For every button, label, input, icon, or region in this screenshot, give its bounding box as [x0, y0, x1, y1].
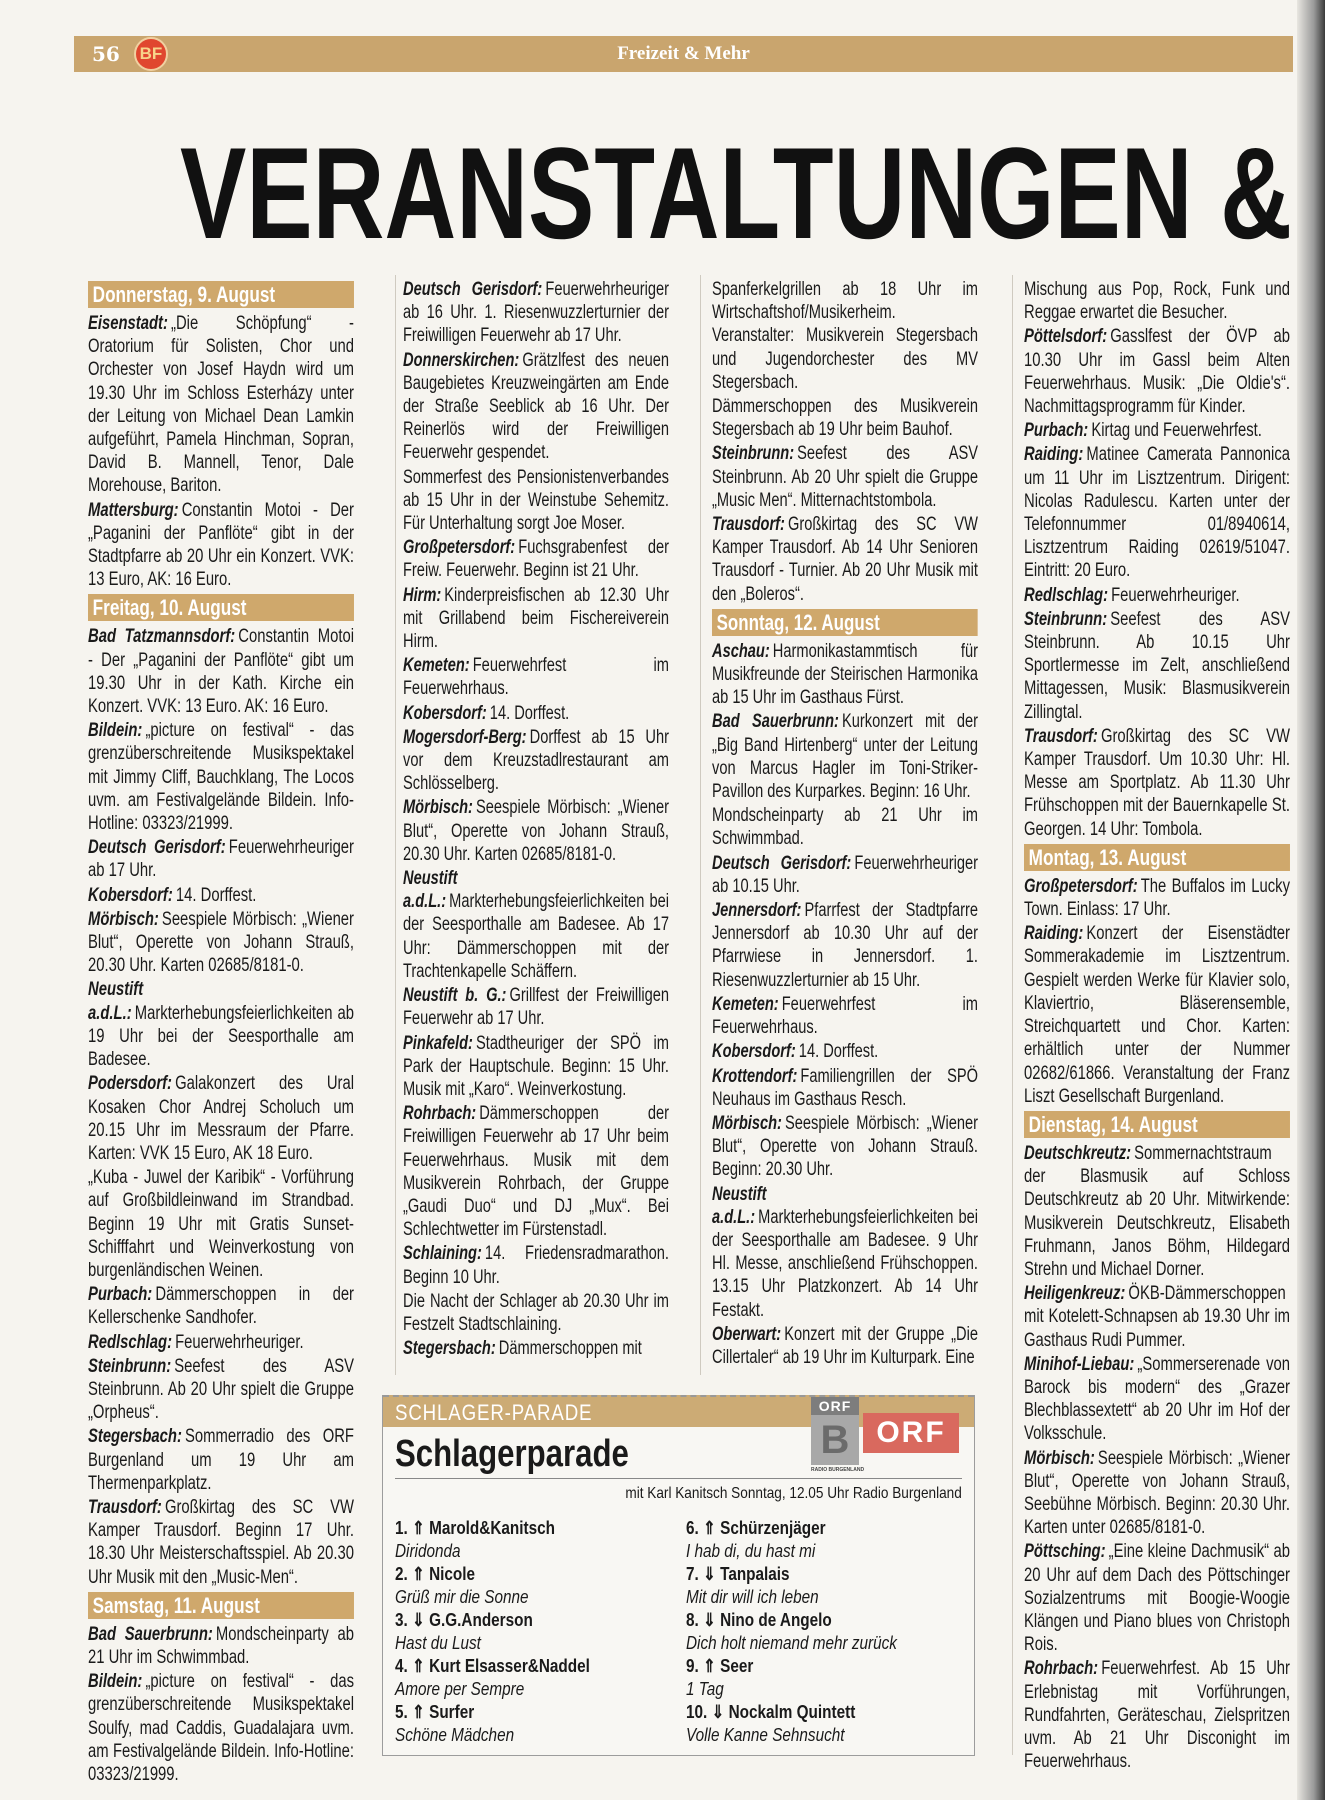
day-header: Donnerstag, 9. August: [88, 281, 354, 308]
bf-logo: BF: [134, 37, 168, 71]
event-location: Großpetersdorf:: [1024, 875, 1138, 897]
day-header: Freitag, 10. August: [88, 594, 354, 621]
event-description: Feuerwehrfest im Feuerwehrhaus.: [403, 655, 669, 700]
event-description: Stadtheuriger der SPÖ im Park der Hauptschule. Beginn: 15 Uhr. Musik mit „Karo“. Weinverkostung.: [403, 1032, 669, 1100]
section-header-bar: [74, 36, 1293, 72]
event-description: Dämmerschoppen mit: [498, 1338, 642, 1360]
chart-song: Schöne Mädchen: [395, 1725, 515, 1745]
chart-song: Diridonda: [395, 1541, 461, 1561]
chart-rank: 7.: [686, 1564, 699, 1584]
event-entry: [1024, 875, 1290, 921]
chart-entry-artist: [686, 1655, 924, 1678]
event-location: Bildein:: [88, 720, 143, 742]
chart-song: Amore per Sempre: [395, 1679, 525, 1699]
page-number: 56: [92, 42, 120, 66]
event-location: Purbach:: [1024, 420, 1089, 442]
events-column-2: [403, 278, 669, 1361]
chart-rank: 9.: [686, 1656, 699, 1676]
event-location: Mattersburg:: [88, 499, 179, 521]
chart-artist: Seer: [720, 1656, 754, 1676]
event-location: Kobersdorf:: [712, 1041, 796, 1063]
trend-arrow-icon: ⇑: [703, 1518, 716, 1538]
event-description: 14. Dorffest.: [798, 1041, 879, 1063]
event-location: Redlschlag:: [88, 1331, 173, 1353]
event-location: Deutschkreutz:: [1024, 1142, 1132, 1164]
event-entry: [712, 513, 978, 606]
event-location: Redlschlag:: [1024, 584, 1109, 606]
event-location: Stegersbach:: [88, 1426, 182, 1448]
event-description: Spanferkelgrillen ab 18 Uhr im Wirtschaftshof/Musikerheim. Veranstalter: Musikverein Stegersbach und Jugendorchester des MV Stegersbach.: [712, 279, 978, 393]
chart-rank: 6.: [686, 1518, 699, 1538]
event-entry: [403, 1242, 669, 1288]
event-entry: [88, 625, 354, 718]
chart-rank: 8.: [686, 1610, 699, 1630]
day-header: Samstag, 11. August: [88, 1592, 354, 1619]
event-description: Feuerwehrheuriger ab 17 Uhr.: [88, 837, 354, 882]
event-location: Mörbisch:: [403, 797, 473, 819]
trend-arrow-icon: ⇓: [711, 1702, 725, 1722]
event-location: Bildein:: [88, 1671, 143, 1693]
chart-artist: Nino de Angelo: [720, 1610, 832, 1630]
event-description: Dämmerschoppen des Musikverein Stegersbach ab 19 Uhr beim Bauhof.: [712, 396, 978, 441]
chart-artist: Kurt Elsasser&Naddel: [429, 1656, 590, 1676]
event-description: „Sommerserenade von Barock bis modern“ des „Grazer Blechblassextett“ ab 20 Uhr im Hof der Volksschule.: [1024, 1353, 1290, 1445]
day-header: Dienstag, 14. August: [1024, 1111, 1290, 1138]
event-entry: [88, 1670, 354, 1786]
event-description: Großkirtag des SC VW Kamper Trausdorf. Um 10.30 Uhr: Hl. Messe am Sportplatz. Ab 11.30 Uhr Frühschoppen mit der Bauernkapelle St. Georgen. 14 Uhr: Tombola.: [1024, 725, 1290, 840]
event-description: Feuerwehrheuriger.: [175, 1331, 304, 1353]
event-description: The Buffalos im Lucky Town. Einlass: 17 Uhr.: [1024, 875, 1290, 921]
event-entry: [88, 1072, 354, 1165]
column-divider: [395, 275, 396, 1375]
chart-rank: 5.: [395, 1702, 408, 1722]
headline-text: VERANSTALTUNGEN &: [180, 140, 1292, 250]
event-description: Seespiele Mörbisch: „Wiener Blut“, Operette von Johann Strauß, 20.30 Uhr. Karten 02685/8181-0.: [403, 797, 669, 865]
event-description: Seespiele Mörbisch: „Wiener Blut“, Operette von Johann Strauß, 20.30 Uhr. Karten 02685/8181-0.: [88, 908, 354, 977]
event-entry: [1024, 1447, 1290, 1540]
event-entry: [88, 719, 354, 835]
event-description: Constantin Motoi - Der „Paganini der Panflöte“ gibt in der Stadtpfarre ab 20 Uhr ein Konzert. VVK: 13 Euro, AK: 16 Euro.: [88, 499, 354, 591]
column-divider: [700, 275, 701, 1375]
event-entry: [403, 349, 669, 465]
event-description: 14. Dorffest.: [489, 702, 570, 724]
event-location: Rohrbach:: [403, 1103, 477, 1125]
chart-artist: Schürzenjäger: [720, 1518, 826, 1538]
section-title: Freizeit & Mehr: [617, 43, 750, 64]
chart-song: Dich holt niemand mehr zurück: [686, 1633, 897, 1653]
events-column-4: [1024, 278, 1290, 1774]
event-description: Familiengrillen der SPÖ Neuhaus im Gasthaus Resch.: [712, 1065, 978, 1110]
event-location: Deutsch Gerisdorf:: [712, 852, 852, 874]
event-description: Grillfest der Freiwilligen Feuerwehr ab 17 Uhr.: [403, 985, 669, 1030]
event-location: Bad Sauerbrunn:: [88, 1623, 213, 1645]
event-description: Matinee Camerata Pannonica um 11 Uhr im Lisztzentrum. Dirigent: Nicolas Radulescu. Karten unter der Telefonnummer 01/8940614, Lisztzentrum Raiding 02619/51047. Eintritt: 20 Euro.: [1024, 444, 1290, 582]
event-description: ÖKB-Dämmerschoppen mit Kotelett-Schnapsen ab 19.30 Uhr im Gasthaus Rudi Pummer.: [1024, 1283, 1290, 1351]
event-description: Kurkonzert mit der „Big Band Hirtenberg“ unter der Leitung von Marcus Hagler im Toni-Striker-Pavillon des Kurparkes. Beginn: 16 Uhr.: [712, 711, 978, 803]
event-location: Deutsch Gerisdorf:: [403, 279, 543, 300]
event-description: Feuerwehrfest im Feuerwehrhaus.: [712, 993, 978, 1039]
event-location: Kobersdorf:: [403, 702, 487, 724]
event-entry: [403, 536, 669, 582]
event-description: Dämmerschoppen in der Kellerschenke Sandhofer.: [88, 1284, 354, 1329]
event-location: Podersdorf:: [88, 1073, 172, 1095]
event-location: Purbach:: [88, 1284, 153, 1306]
event-description: Feuerwehrheuriger ab 10.15 Uhr.: [712, 852, 978, 897]
event-location: Kemeten:: [712, 993, 779, 1015]
event-description: Feuerwehrheuriger.: [1111, 584, 1240, 606]
event-location: Pinkafeld:: [403, 1032, 473, 1054]
event-entry: [403, 867, 669, 983]
schlagerparade-box: [382, 1395, 975, 1756]
events-column-1: [88, 278, 354, 1787]
event-entry: [712, 395, 978, 441]
event-location: Neustift a.d.L.:: [403, 868, 458, 913]
trend-arrow-icon: ⇑: [412, 1656, 425, 1676]
chart-rank: 1.: [395, 1518, 408, 1538]
event-location: Pöttsching:: [1024, 1541, 1106, 1563]
event-location: Trausdorf:: [88, 1496, 162, 1518]
event-location: Rohrbach:: [1024, 1658, 1099, 1680]
chart-artist: Nicole: [429, 1564, 476, 1584]
event-location: Kemeten:: [403, 655, 470, 677]
event-location: Mörbisch:: [1024, 1447, 1095, 1469]
event-entry: [403, 1337, 669, 1360]
chart-list-left: [395, 1517, 675, 1747]
event-description: Gasslfest der ÖVP ab 10.30 Uhr im Gassl beim Alten Feuerwehrhaus. Musik: „Die Oldie's“. Nachmittagsprogramm für Kinder.: [1024, 326, 1290, 418]
events-column-3: [712, 278, 978, 1370]
schlagerparade-subtitle: mit Karl Kanitsch Sonntag, 12.05 Uhr Radio Burgenland: [625, 1485, 962, 1502]
chart-entry-artist: [395, 1655, 633, 1678]
chart-entry-artist: [395, 1701, 633, 1724]
event-location: Schlaining:: [403, 1243, 482, 1265]
trend-arrow-icon: ⇓: [703, 1610, 716, 1630]
event-location: Stegersbach:: [403, 1338, 496, 1360]
event-entry: [88, 312, 354, 498]
event-entry: [88, 1331, 354, 1354]
event-entry: [88, 908, 354, 978]
event-description: Mischung aus Pop, Rock, Funk und Reggae erwartet die Besucher.: [1024, 279, 1290, 324]
radio-burgenland-logo: [811, 1397, 859, 1465]
event-location: Aschau:: [712, 640, 770, 662]
band-label: SCHLAGER-PARADE: [395, 1400, 593, 1425]
event-entry: [88, 836, 354, 882]
event-entry: [712, 640, 978, 710]
event-description: Konzert der Eisenstädter Sommerakademie im Lisztzentrum. Gespielt werden Werke für Klavier solo, Klaviertrio, Bläserensemble, Streichquartett und Chor. Karten: erhältlich unter der Nummer 02682/61866. Veranstaltung der Franz Liszt Gesellschaft Burgenland.: [1024, 923, 1290, 1107]
chart-rank: 10.: [686, 1702, 708, 1722]
day-header: Montag, 13. August: [1024, 844, 1290, 871]
event-description: Mondscheinparty ab 21 Uhr im Schwimmbad.: [88, 1623, 354, 1668]
event-entry: [1024, 1657, 1290, 1773]
event-location: Steinbrunn:: [1024, 608, 1108, 630]
event-entry: [1024, 1353, 1290, 1446]
event-description: Dorffest ab 15 Uhr vor dem Kreuzstadlrestaurant am Schlösselberg.: [403, 726, 669, 795]
chart-entry-artist: [395, 1517, 633, 1540]
event-entry: [712, 1183, 978, 1322]
chart-song: Hast du Lust: [395, 1633, 481, 1653]
event-entry: [712, 442, 978, 512]
event-entry: [403, 278, 669, 348]
event-description: Markterhebungsfeierlichkeiten bei der Seesporthalle am Badesee. 9 Uhr Hl. Messe, anschließend Frühschoppen. 13.15 Uhr Platzkonzert. Ab 14 Uhr Festakt.: [712, 1206, 978, 1321]
event-location: Großpetersdorf:: [403, 537, 516, 559]
chart-list-right: [686, 1517, 966, 1747]
event-location: Donnerskirchen:: [403, 349, 520, 371]
event-location: Trausdorf:: [1024, 725, 1098, 747]
event-description: 14. Friedensradmarathon. Beginn 10 Uhr.: [403, 1243, 669, 1288]
trend-arrow-icon: ⇑: [703, 1656, 716, 1676]
event-location: Neustift a.d.L.:: [88, 979, 144, 1024]
event-entry: [88, 1283, 354, 1329]
event-location: Deutsch Gerisdorf:: [88, 837, 226, 859]
event-description: Sommerfest des Pensionistenverbandes ab 15 Uhr in der Weinstube Sehemitz. Für Unterhaltung sorgt Joe Moser.: [403, 466, 669, 535]
chart-artist: G.G.Anderson: [429, 1610, 533, 1630]
trend-arrow-icon: ⇓: [412, 1610, 425, 1630]
event-entry: [712, 1323, 978, 1369]
event-location: Pöttelsdorf:: [1024, 326, 1108, 348]
orf-logo: ORF: [863, 1413, 959, 1453]
day-header: Sonntag, 12. August: [712, 609, 978, 636]
event-description: Sommerradio des ORF Burgenland um 19 Uhr am Thermenparkplatz.: [88, 1426, 354, 1494]
event-entry: [88, 978, 354, 1071]
event-entry: [712, 1065, 978, 1111]
event-entry: [712, 899, 978, 992]
logo-orf-small: ORF: [811, 1397, 859, 1415]
event-description: Die Nacht der Schlager ab 20.30 Uhr im Festzelt Stadtschlaining.: [403, 1290, 669, 1335]
event-entry: [403, 702, 669, 725]
event-location: Mogersdorf-Berg:: [403, 726, 527, 748]
event-entry: [1024, 584, 1290, 607]
event-location: Trausdorf:: [712, 514, 785, 536]
chart-rank: 2.: [395, 1564, 408, 1584]
event-entry: [88, 1623, 354, 1669]
event-entry: [403, 466, 669, 536]
event-description: 14. Dorffest.: [175, 884, 257, 906]
event-description: Pfarrfest der Stadtpfarre Jennersdorf ab 10.30 Uhr auf der Pfarrwiese in Jennersdorf. 1. Riesenwuzzlerturnier ab 15 Uhr.: [712, 900, 978, 991]
event-description: Harmonikastammtisch für Musikfreunde der Steirischen Harmonika ab 15 Uhr im Gasthaus Fürst.: [712, 640, 978, 709]
page-headline: [180, 140, 1295, 250]
event-description: „picture on festival“ - das grenzüberschreitende Musikspektakel Soulfy, mad Caddis, Guadalajara uvm. am Festivalgelände Bildein. Info-Hotline: 03323/21999.: [88, 1671, 354, 1785]
event-location: Eisenstadt:: [88, 313, 168, 334]
event-location: Neustift a.d.L.:: [712, 1183, 767, 1228]
event-entry: [403, 1290, 669, 1336]
event-entry: [1024, 325, 1290, 418]
event-description: „picture on festival“ - das grenzüberschreitende Musikspektakel mit Jimmy Cliff, Bauchklang, The Locos uvm. am Festivalgelände Bildein. Info-Hotline: 03323/21999.: [88, 720, 354, 835]
event-description: „Kuba - Juwel der Karibik“ - Vorführung auf Großbildleinwand im Strandbad. Beginn 19 Uhr mit Gratis Sunset-Schifffahrt und Weinverkostung von burgenländischen Weinen.: [88, 1167, 354, 1281]
chart-artist: Nockalm Quintett: [728, 1702, 856, 1722]
event-description: Großkirtag des SC VW Kamper Trausdorf. Ab 14 Uhr Senioren Trausdorf - Turnier. Ab 20 Uhr Musik mit den „Boleros“.: [712, 514, 978, 605]
event-entry: [712, 993, 978, 1039]
event-entry: [88, 499, 354, 592]
trend-arrow-icon: ⇓: [703, 1564, 716, 1584]
logo-caption: RADIO BURGENLAND: [811, 1467, 865, 1473]
page-edge-shadow: [1297, 0, 1325, 1800]
event-entry: [403, 1102, 669, 1241]
chart-artist: Surfer: [429, 1702, 475, 1722]
chart-entry-artist: [686, 1517, 924, 1540]
event-location: Steinbrunn:: [88, 1355, 172, 1377]
event-entry: [88, 1355, 354, 1425]
event-entry: [1024, 922, 1290, 1108]
chart-artist: Marold&Kanitsch: [429, 1518, 555, 1538]
schlagerparade-title: Schlagerparade: [395, 1433, 629, 1475]
event-entry: [403, 984, 669, 1030]
chart-entry-artist: [686, 1609, 924, 1632]
event-entry: [403, 796, 669, 866]
event-entry: [712, 1040, 978, 1063]
event-description: Seespiele Mörbisch: „Wiener Blut“, Operette von Johann Strauß, Seebühne Mörbisch. Beginn: 20.30 Uhr. Karten unter 02685/8181-0.: [1024, 1447, 1290, 1539]
event-entry: [712, 710, 978, 803]
chart-song: Mit dir will ich leben: [686, 1587, 819, 1607]
divider: [395, 1478, 962, 1479]
event-description: Seefest des ASV Steinbrunn. Ab 20 Uhr spielt die Gruppe „Music Men“. Mitternachtstombola.: [712, 443, 978, 511]
event-description: Feuerwehrfest. Ab 15 Uhr Erlebnistag mit Vorführungen, Rundfahrten, Geräteschau, Zielspritzen uvm. Ab 21 Uhr Disconight im Feuerwehrhaus.: [1024, 1658, 1290, 1773]
event-location: Kobersdorf:: [88, 884, 173, 906]
event-entry: [88, 1166, 354, 1282]
event-description: Markterhebungsfeierlichkeiten bei der Seesporthalle am Badesee. Ab 17 Uhr: Dämmerschoppen mit der Trachtenkapelle Schäffern.: [403, 891, 669, 982]
event-location: Heiligenkreuz:: [1024, 1283, 1126, 1305]
event-entry: [1024, 725, 1290, 841]
event-description: Großkirtag des SC VW Kamper Trausdorf. Beginn 17 Uhr. 18.30 Uhr Meisterschaftsspiel. Ab 20.30 Uhr Musik mit den „Music-Men“.: [88, 1496, 354, 1588]
event-location: Mörbisch:: [88, 908, 159, 930]
event-entry: [712, 804, 978, 850]
event-location: Oberwart:: [712, 1323, 782, 1345]
chart-entry-artist: [395, 1563, 633, 1586]
event-entry: [712, 1112, 978, 1182]
event-location: Raiding:: [1024, 444, 1084, 466]
chart-song: 1 Tag: [686, 1679, 724, 1699]
chart-entry-artist: [686, 1701, 924, 1724]
event-entry: [1024, 278, 1290, 324]
event-description: „Eine kleine Dachmusik“ ab 20 Uhr auf dem Dach des Pöttschinger Sozialzentrums mit Boogie-Woogie Klängen und Piano blues von Christoph Rois.: [1024, 1541, 1290, 1656]
chart-rank: 4.: [395, 1656, 408, 1676]
trend-arrow-icon: ⇑: [412, 1564, 425, 1584]
chart-song: Volle Kanne Sehnsucht: [686, 1725, 845, 1745]
event-location: Jennersdorf:: [712, 900, 802, 922]
event-entry: [712, 278, 978, 394]
chart-song: Grüß mir die Sonne: [395, 1587, 529, 1607]
event-description: Seefest des ASV Steinbrunn. Ab 20 Uhr spielt die Gruppe „Orpheus“.: [88, 1355, 354, 1424]
column-divider: [1012, 275, 1013, 1755]
event-description: Seespiele Mörbisch: „Wiener Blut“, Operette von Johann Strauß. Beginn: 20.30 Uhr.: [712, 1112, 978, 1181]
event-description: Feuerwehrheuriger ab 16 Uhr. 1. Riesenwuzzlerturnier der Freiwilligen Feuerwehr ab 17 Uhr.: [403, 279, 669, 347]
event-entry: [1024, 1142, 1290, 1281]
event-entry: [403, 654, 669, 700]
event-location: Krottendorf:: [712, 1065, 798, 1087]
event-entry: [712, 852, 978, 898]
event-location: Raiding:: [1024, 923, 1084, 945]
trend-arrow-icon: ⇑: [412, 1702, 425, 1722]
event-entry: [1024, 1540, 1290, 1656]
event-location: Steinbrunn:: [712, 443, 795, 465]
event-entry: [88, 1425, 354, 1495]
event-description: „Die Schöpfung“ - Oratorium für Solisten, Chor und Orchester von Josef Haydn wird um 19.30 Uhr im Schloss Esterházy unter der Leitung von Michael Dean Lamkin aufgeführt, Pamela Hinchman, Sopran, David B. Mannell, Tenor, Dale Morehouse, Bariton.: [88, 313, 354, 497]
event-description: Markterhebungsfeierlichkeiten ab 19 Uhr bei der Seesporthalle am Badesee.: [88, 1002, 354, 1071]
chart-rank: 3.: [395, 1610, 408, 1630]
event-description: Dämmerschoppen der Freiwilligen Feuerwehr ab 17 Uhr beim Feuerwehrhaus. Musik mit dem Musikverein Rohrbach, der Gruppe „Gaudi Duo“ und DJ „Mux“. Bei Schlechtwetter im Fürstenstadl.: [403, 1103, 669, 1241]
event-description: Grätzlfest des neuen Baugebietes Kreuzweingärten am Ende der Straße Seeblick ab 16 Uhr. Der Reinerlös wird der Freiwilligen Feuerwehr gespendet.: [403, 349, 669, 464]
event-entry: [403, 726, 669, 796]
event-description: Mondscheinparty ab 21 Uhr im Schwimmbad.: [712, 805, 978, 850]
event-location: Bad Tatzmannsdorf:: [88, 626, 236, 648]
event-description: Seefest des ASV Steinbrunn. Ab 10.15 Uhr Sportlermesse im Zelt, anschließend Mittagessen, Musik: Blasmusikverein Zillingtal.: [1024, 608, 1290, 723]
chart-entry-artist: [395, 1609, 633, 1632]
event-entry: [88, 1496, 354, 1589]
event-entry: [1024, 443, 1290, 582]
event-description: Sommernachtstraum der Blasmusik auf Schloss Deutschkreutz ab 20 Uhr. Mitwirkende: Musikverein Deutschkreutz, Elisabeth Fruhmann, Janos Böhm, Hildegard Strehn und Michael Dorner.: [1024, 1142, 1290, 1280]
event-entry: [403, 584, 669, 654]
event-location: Neustift b. G.:: [403, 985, 507, 1007]
event-description: Galakonzert des Ural Kosaken Chor Andrej Scholuch um 20.15 Uhr im Messraum der Pfarre. Karten: VVK 15 Euro, AK 18 Euro.: [88, 1073, 354, 1164]
chart-song: I hab di, du hast mi: [686, 1541, 816, 1561]
event-entry: [88, 884, 354, 907]
event-description: Kirtag und Feuerwehrfest.: [1091, 420, 1262, 442]
event-entry: [1024, 419, 1290, 442]
event-description: Kinderpreisfischen ab 12.30 Uhr mit Grillabend beim Fischereiverein Hirm.: [403, 584, 669, 653]
event-location: Bad Sauerbrunn:: [712, 711, 839, 733]
event-entry: [403, 1032, 669, 1102]
event-description: Fuchsgrabenfest der Freiw. Feuerwehr. Beginn ist 21 Uhr.: [403, 537, 669, 582]
event-description: Constantin Motoi - Der „Paganini der Panflöte“ gibt um 19.30 Uhr in der Kath. Kirche ein Konzert. VVK: 13 Euro. AK: 16 Euro.: [88, 626, 354, 718]
event-location: Minihof-Liebau:: [1024, 1353, 1135, 1375]
logo-b: B: [811, 1415, 859, 1465]
chart-entry-artist: [686, 1563, 924, 1586]
chart-artist: Tanpalais: [720, 1564, 790, 1584]
event-location: Hirm:: [403, 584, 442, 606]
event-entry: [1024, 1282, 1290, 1352]
event-entry: [1024, 608, 1290, 724]
trend-arrow-icon: ⇑: [412, 1518, 425, 1538]
event-location: Mörbisch:: [712, 1112, 782, 1134]
event-description: Konzert mit der Gruppe „Die Cillertaler“ ab 19 Uhr im Kulturpark. Eine: [712, 1323, 978, 1368]
